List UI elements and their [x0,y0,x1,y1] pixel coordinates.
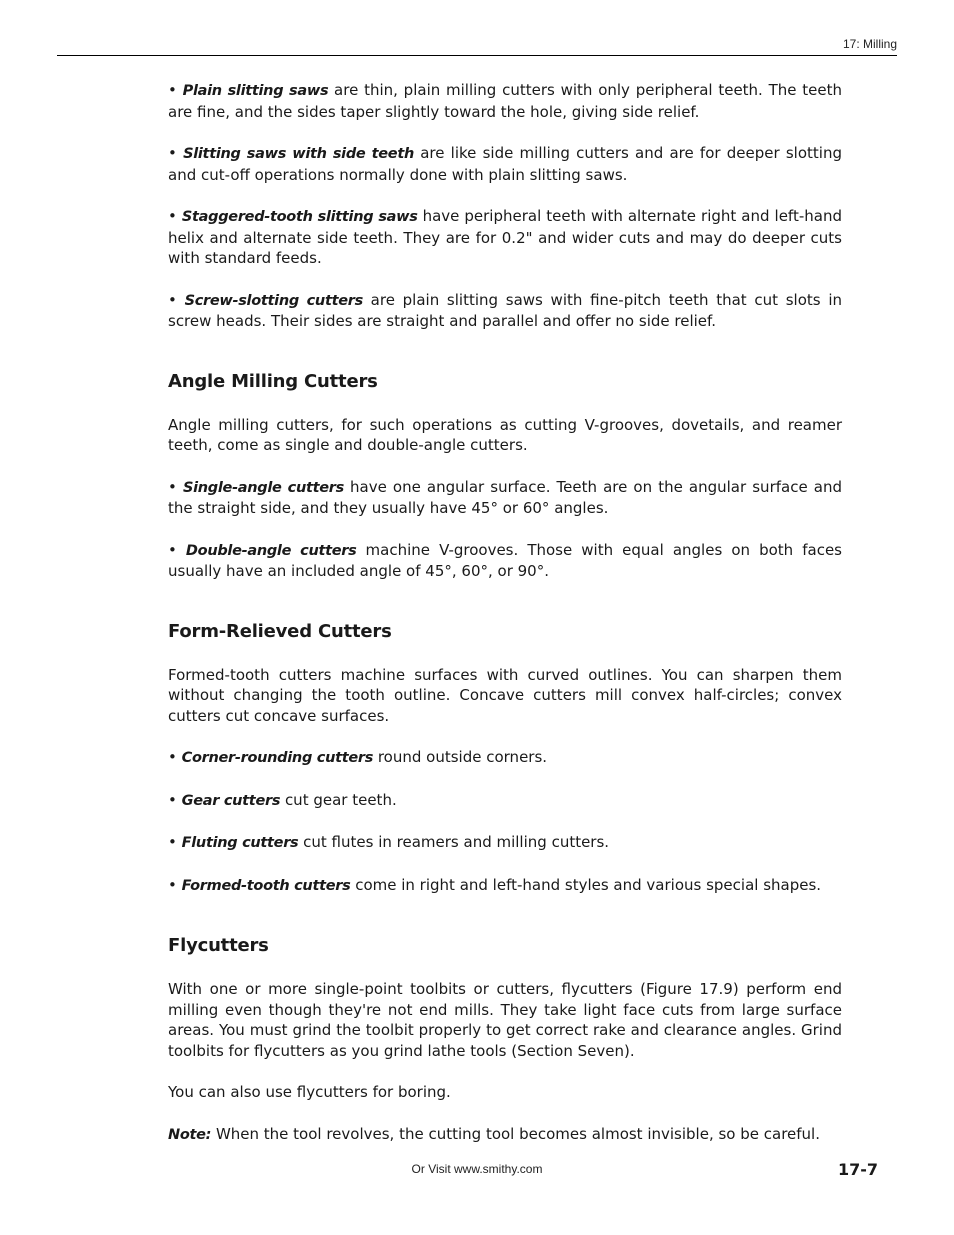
section-heading-flycutters: Flycutters [168,935,269,956]
item-text: round outside corners. [373,748,548,766]
item-text: come in right and left-hand styles and various special shapes. [350,875,822,894]
bullet: • [168,477,177,496]
item-text: machine V-grooves. Those with equal angles on both faces usually have an included angle of 45°, 60°, or 90°. [168,540,842,580]
bullet: • [168,144,177,162]
note-text: When the tool revolves, the cutting tool becomes almost invisible, so be careful. [211,1124,820,1143]
term: Staggered-tooth slitting saws [181,209,418,225]
bullet: • [168,207,177,225]
page-number: 17-7 [837,1160,878,1179]
section-heading-form: Form-Relieved Cutters [168,620,392,642]
section-heading-angle: Angle Milling Cutters [168,370,378,392]
term: Plain slitting saws [182,83,329,99]
list-item [168,477,842,519]
item-text: have peripheral teeth with alternate right and left-hand helix and alternate side teeth. They are for 0.2" and wider cuts and may do deeper cuts with standard feeds. [168,207,842,267]
bullet: • [168,290,177,309]
note-label: Note: [168,1126,212,1143]
bullet: • [168,875,177,894]
list-item [168,832,842,854]
bullet: • [168,81,177,99]
bullet: • [168,540,177,559]
paragraph: With one or more single-point toolbits or cutters, flycutters (Figure 17.9) perform end milling even though they're not end mills. They take light face cuts from large surface areas. You must grind the toolbit properly to get correct rake and clearance angles. Grind toolbits for flycutters as you grind lathe tools (Section Seven). [168,980,842,1060]
list-item [168,790,842,812]
list-item [168,290,842,332]
item-text: cut flutes in reamers and milling cutters. [298,833,610,851]
item-text: are thin, plain milling cutters with only peripheral teeth. The teeth are fine, and the sides taper slightly toward the hole, giving side relief. [168,81,842,121]
term: Formed-tooth cutters [181,877,351,894]
term: Fluting cutters [181,835,299,851]
item-text: cut gear teeth. [280,790,397,809]
term: Single-angle cutters [182,479,344,496]
term: Gear cutters [181,792,281,809]
footer-website: Or Visit www.smithy.com [411,1162,543,1176]
list-item [168,875,842,897]
note [168,1124,842,1146]
term: Slitting saws with side teeth [183,146,414,162]
term: Double-angle cutters [185,542,357,559]
list-item [168,80,842,122]
bullet: • [168,748,177,766]
page-body [168,80,842,1145]
term: Corner-rounding cutters [181,750,374,766]
bullet: • [168,790,177,809]
paragraph: Angle milling cutters, for such operations as cutting V-grooves, dovetails, and reamer teeth, come as single and double-angle cutters. [168,415,842,454]
paragraph: Formed-tooth cutters machine surfaces with curved outlines. You can sharpen them without changing the tooth outline. Concave cutters mill convex half-circles; convex cutters cut concave surfaces. [168,665,842,725]
header-rule [57,55,897,56]
list-item [168,143,842,185]
list-item [168,540,842,582]
item-text: are like side milling cutters and are for deeper slotting and cut-off operations normally done with plain slitting saws. [168,144,842,184]
list-item [168,747,842,769]
item-text: are plain slitting saws with fine-pitch teeth that cut slots in screw heads. Their sides are straight and parallel and offer no side relief. [168,290,842,330]
paragraph: You can also use flycutters for boring. [168,1083,451,1101]
item-text: have one angular surface. Teeth are on the angular surface and the straight side, and they usually have 45° or 60° angles. [168,477,842,517]
term: Screw-slotting cutters [184,292,363,309]
list-item [168,206,842,269]
running-head: 17: Milling [842,37,897,51]
bullet: • [168,833,177,851]
